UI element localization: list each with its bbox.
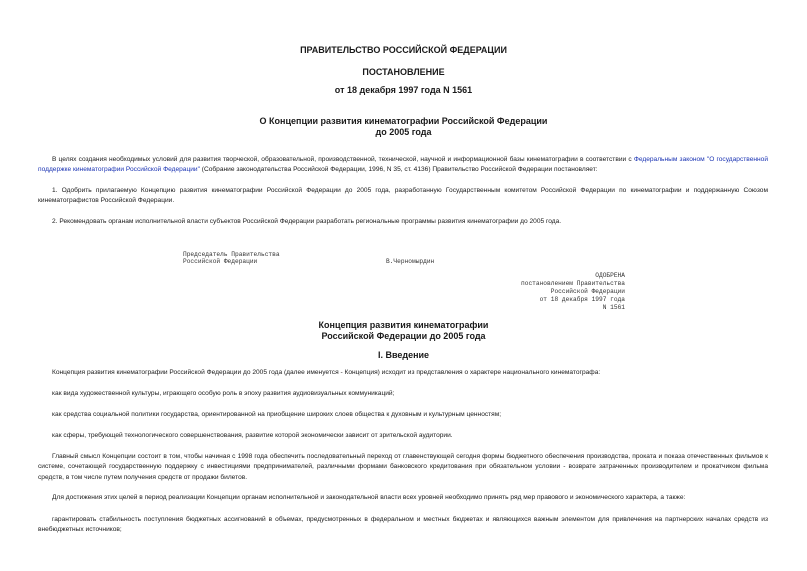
government-heading: ПРАВИТЕЛЬСТВО РОССИЙСКОЙ ФЕДЕРАЦИИ [300,45,507,55]
concept-paragraph-5: Главный смысл Концепции состоит в том, чтобы начиная с 1998 года обеспечить последовательный переход от главенствующей сегодня формы бюджетного обеспечения производства, проката и показа отечественных фильмов к системе, сочетающей государственную поддержку с инвестициями предпринимателей, различными формами банковского кредитования при обязательном условии - возврате затраченных производителем и прокатчиком фильма средств, в том числе путем получения средств от продажи билетов. [38,453,768,481]
concept-paragraph-7: гарантировать стабильность поступления бюджетных ассигнований в объемах, предусмотренных в федеральном и местных бюджетах и являющихся важным элементом для привлечения на партнерских началах средств из внебюджетных источников; [38,516,768,534]
signature-position-line1: Председатель Правительства [183,251,280,258]
section-title: I. Введение [377,350,430,360]
item-2-paragraph: 2. Рекомендовать органам исполнительной власти субъектов Российской Федерации разработать региональные программы развития кинематографии до 2005 года. [52,218,562,225]
preamble-text-after: (Собрание законодательства Российской Федерации, 1996, N 35, ст. 4136) Правительство Российской Федерации постановляет: [199,166,598,174]
preamble-paragraph [38,155,768,176]
resolution-title-line2: до 2005 года [375,127,432,137]
approval-line1: ОДОБРЕНА [595,272,625,279]
concept-paragraph-1: Концепция развития кинематографии Российской Федерации до 2005 года (далее именуется - Концепция) исходит из представления о характере национального кинематографа: [52,369,601,376]
concept-title-line1: Концепция развития кинематографии [318,320,489,330]
concept-paragraph-2: как вида художественной культуры, играющего особую роль в эпоху развития аудиовизуальных коммуникаций; [52,390,395,397]
approval-line4: от 18 декабря 1997 года [539,296,625,303]
date-number-heading: от 18 декабря 1997 года N 1561 [334,85,473,95]
signature-name: В.Черномырдин [386,258,435,265]
concept-title-line2: Российской Федерации до 2005 года [321,331,486,341]
concept-paragraph-4: как сферы, требующей технологического совершенствования, развитие которой экономически зависит от зрительской аудитории. [52,432,453,439]
approval-line3: Российской Федерации [550,288,625,295]
item-1-paragraph: 1. Одобрить прилагаемую Концепцию развития кинематографии Российской Федерации до 2005 года, разработанную Государственным комитетом Российской Федерации по кинематографии и поддержанную Союзом кинематографистов Российской Федерации. [38,187,768,205]
concept-paragraph-6: Для достижения этих целей в период реализации Концепции органам исполнительной и законодательной власти всех уровней необходимо принять ряд мер правового и экономического характера, а также: [52,494,686,501]
doc-type-heading: ПОСТАНОВЛЕНИЕ [362,67,445,77]
approval-line5: N 1561 [602,304,625,311]
federal-law-link[interactable]: Федеральным законом "О государственной поддержке кинематографии Российской Федерации" [38,156,769,174]
approval-line2: постановлением Правительства [521,280,625,287]
preamble-text-before: В целях создания необходимых условий для развития творческой, образовательной, производственной, технической, научной и информационной базы кинематографии в соответствии с [52,156,634,163]
signature-position-line2: Российской Федерации [183,258,258,265]
concept-paragraph-3: как средства социальной политики государства, ориентированной на приобщение широких слоев общества к духовным и культурным ценностям; [52,411,502,418]
resolution-title-line1: О Концепции развития кинематографии Российской Федерации [259,116,548,126]
